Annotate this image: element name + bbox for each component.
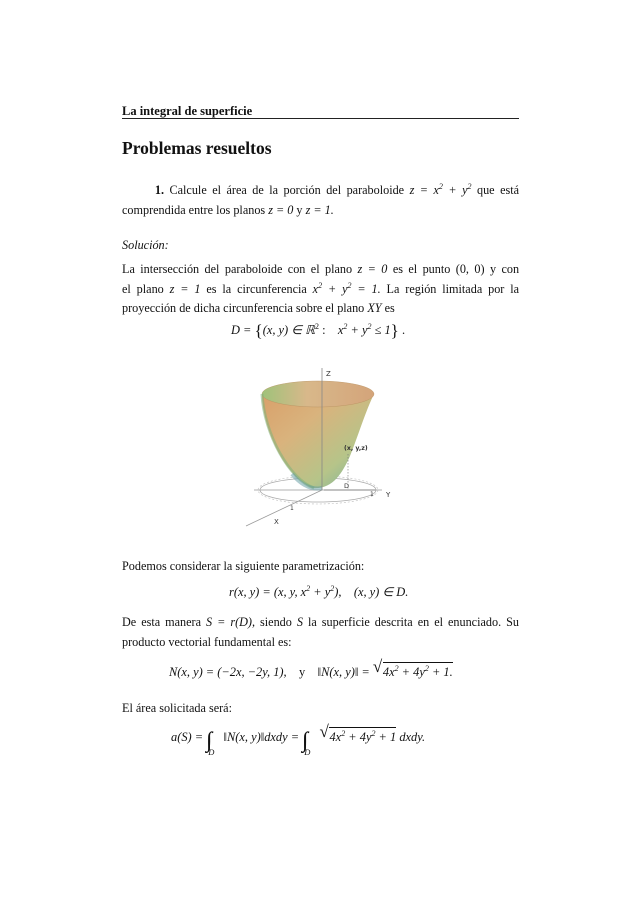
problem-line-1 xyxy=(122,181,519,201)
region-label: D xyxy=(344,482,350,490)
solution-line-3: proyección de dicha circunferencia sobre el plano XY es xyxy=(122,301,395,316)
surface-line-2: producto vectorial fundamental es: xyxy=(122,634,292,649)
area-equation: a(S) = ∫∫ $_D$ ‖N(x, y)‖dxdy = ∫∫ $_D$ √ $4x^2 + 4y^2 + 1$ dxdy. xyxy=(171,722,426,757)
surface-line-1: De esta manera S = r(D), siendo S la superficie descrita en el enunciado. Su xyxy=(122,615,519,629)
surface-paragraph xyxy=(122,613,519,652)
problem-statement xyxy=(122,181,519,220)
area-intro: El área solicitada será: xyxy=(122,701,232,715)
tick-label-x: 1 xyxy=(290,505,294,512)
area-sqrt: √ $4x^2 + 4y^2 + 1$ xyxy=(319,722,397,744)
domain-equation: D = {(x, y) ∈ ℝ$^2$ : $x^2 + y^2 \le 1$} . xyxy=(231,321,406,340)
problem-number: 1. xyxy=(154,183,165,197)
axis-label-x: X xyxy=(274,518,279,526)
problem-eq-z: $z = x^2 + y^2$ xyxy=(409,182,472,197)
section-title: Problemas resueltos xyxy=(122,138,272,158)
solution-line-1: La intersección del paraboloide con el plano z = 0 es el punto (0, 0) y con xyxy=(122,262,520,276)
x-axis-line xyxy=(246,490,322,526)
problem-tail-1: que está xyxy=(471,183,520,197)
normal-equation: N(x, y) = (−2x, −2y, 1), y ‖N(x, y)‖ = √ $4x^2 + 4y^2 + 1$. xyxy=(169,657,453,679)
solution-label: Solución: xyxy=(122,238,169,252)
solution-paragraph xyxy=(122,260,519,319)
param-equation: r(x, y) = (x, y, $x^2 + y^2$), (x, y) ∈ D. xyxy=(229,584,409,599)
solution-line-2: el plano z = 1 es la circunferencia $x^2 + y^2 = 1$. La región limitada por la xyxy=(122,280,520,296)
param-intro: Podemos considerar la siguiente parametrización: xyxy=(122,559,365,573)
running-header: La integral de superficie xyxy=(122,104,253,118)
point-label: (x, y,z) xyxy=(344,445,368,452)
paraboloid-figure xyxy=(232,364,404,534)
paraboloid-surface xyxy=(262,394,374,488)
problem-line-2: comprendida entre los planos z = 0 y z = 1. xyxy=(122,202,334,217)
axis-label-y: Y xyxy=(386,491,391,499)
header-rule xyxy=(122,118,519,119)
paraboloid-rim xyxy=(262,381,374,407)
axis-label-z: Z xyxy=(326,370,331,378)
problem-text-1: Calcule el área de la porción del paraboloide xyxy=(169,183,405,197)
normal-sqrt: √ $4x^2 + 4y^2 + 1$. xyxy=(372,657,453,679)
tick-label-y: 1 xyxy=(370,491,374,498)
